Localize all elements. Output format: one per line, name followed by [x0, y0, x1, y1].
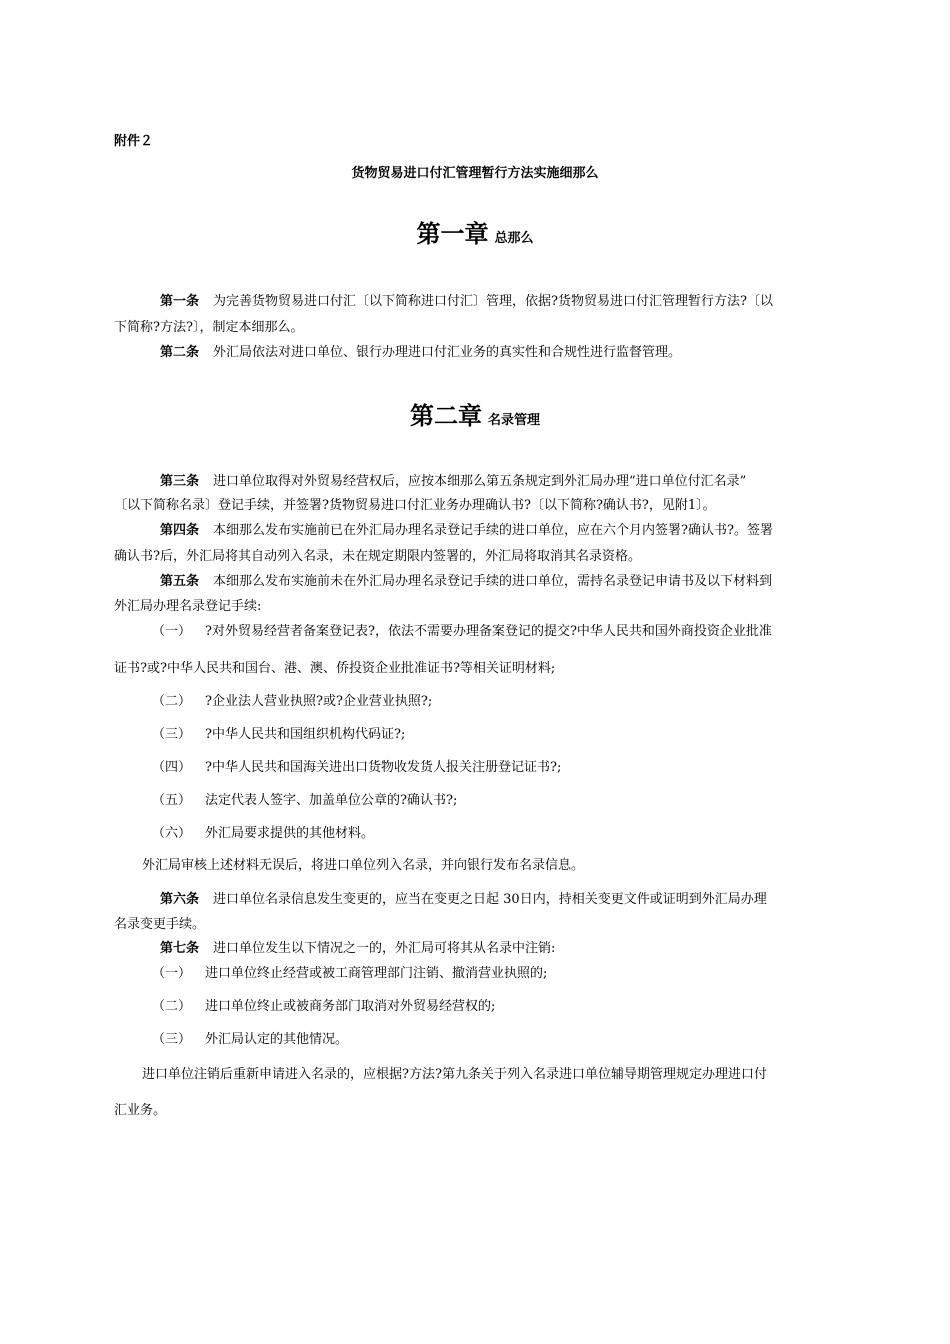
chapter-1-subtitle: 总那么 [494, 231, 534, 246]
article-3-line-1 [160, 474, 746, 490]
article-5-tail: 外汇局审核上述材料无误后，将进口单位列入名录，并向银行发布名录信息。 [142, 858, 585, 873]
article-text: 进口单位名录信息发生变更的，应当在变更之日起 30日内，持相关变更文件或证明到外汇局办理 [213, 892, 767, 907]
article-label: 第二条 [160, 345, 200, 360]
article-7-line-1 [160, 941, 555, 957]
article-label: 第一条 [160, 294, 200, 309]
article-5-line-1 [160, 574, 772, 590]
item-text: ?企业法人营业执照?或?企业营业执照?; [205, 694, 433, 709]
item-text: 外汇局要求提供的其他材料。 [205, 826, 375, 841]
article-3-line-2: 〔以下简称名录〕登记手续，并签署?货物贸易进口付汇业务办理确认书?〔以下简称?确认书?，见附1〕。 [114, 498, 716, 513]
item-text: ?对外贸易经营者备案登记表?，依法不需要办理备案登记的提交?中华人民共和国外商投资企业批准 [205, 624, 772, 639]
list-item [152, 793, 457, 809]
list-item [152, 624, 772, 640]
item-text: ?中华人民共和国组织机构代码证?; [205, 727, 406, 742]
list-item [152, 826, 374, 842]
item-text: 进口单位终止或被商务部门取消对外贸易经营权的; [205, 999, 496, 1014]
article-label: 第三条 [160, 474, 200, 489]
article-label: 第四条 [160, 523, 200, 538]
article-text: 进口单位发生以下情况之一的，外汇局可将其从名录中注销: [213, 941, 556, 956]
article-text: 本细那么发布实施前未在外汇局办理名录登记手续的进口单位，需持名录登记申请书及以下材料到 [213, 574, 773, 589]
document-title: 货物贸易进口付汇管理暂行方法实施细那么 [351, 166, 599, 181]
item-number: （五） [152, 793, 192, 808]
article-label: 第七条 [160, 941, 200, 956]
article-text: 进口单位取得对外贸易经营权后，应按本细那么第五条规定到外汇局办理“进口单位付汇名录” [213, 474, 747, 489]
attachment-label: 附件２ [114, 134, 154, 149]
item-text: 外汇局认定的其他情况。 [205, 1032, 349, 1047]
item-number: （三） [152, 727, 192, 742]
item-number: （一） [152, 966, 192, 981]
item-text: 进口单位终止经营或被工商管理部门注销、撤消营业执照的; [205, 966, 548, 981]
article-label: 第六条 [160, 892, 200, 907]
list-item [152, 727, 405, 743]
article-1-line-2: 下简称?方法?〕，制定本细那么。 [114, 320, 304, 335]
article-text: 外汇局依法对进口单位、银行办理进口付汇业务的真实性和合规性进行监督管理。 [213, 345, 682, 360]
article-5-line-2: 外汇局办理名录登记手续: [114, 599, 262, 614]
chapter-2-subtitle: 名录管理 [487, 413, 540, 428]
article-4-line-1 [160, 523, 773, 539]
article-6-line-1 [160, 892, 767, 908]
chapter-1-heading [0, 214, 950, 249]
list-item-continuation: 证书?或?中华人民共和国台、港、澳、侨投资企业批准证书?等相关证明材料; [114, 661, 556, 676]
list-item [152, 1032, 348, 1048]
article-1-line-1 [160, 294, 773, 310]
chapter-2-number: 第二章 [409, 402, 482, 430]
item-number: （二） [152, 694, 192, 709]
item-number: （六） [152, 826, 192, 841]
article-text: 本细那么发布实施前已在外汇局办理名录登记手续的进口单位，应在六个月内签署?确认书?。签署 [213, 523, 773, 538]
list-item [152, 966, 547, 982]
chapter-1-number: 第一章 [416, 220, 489, 248]
article-6-line-2: 名录变更手续。 [114, 917, 206, 932]
list-item [152, 760, 561, 776]
list-item [152, 999, 495, 1015]
item-number: （四） [152, 760, 192, 775]
list-item [152, 694, 432, 710]
article-7-tail-line-2: 汇业务。 [114, 1103, 167, 1118]
item-text: 法定代表人签字、加盖单位公章的?确认书?; [205, 793, 458, 808]
article-label: 第五条 [160, 574, 200, 589]
item-text: ?中华人民共和国海关进出口货物收发货人报关注册登记证书?; [205, 760, 562, 775]
article-4-line-2: 确认书?后，外汇局将其自动列入名录，未在规定期限内签署的，外汇局将取消其名录资格。 [114, 549, 641, 564]
item-number: （一） [152, 624, 192, 639]
item-number: （三） [152, 1032, 192, 1047]
chapter-2-heading [0, 396, 950, 431]
item-number: （二） [152, 999, 192, 1014]
article-text: 为完善货物贸易进口付汇〔以下简称进口付汇〕管理，依据?货物贸易进口付汇管理暂行方法?〔以 [213, 294, 773, 309]
article-7-tail-line-1: 进口单位注销后重新申请进入名录的，应根据?方法?第九条关于列入名录进口单位辅导期管理规定办理进口付 [142, 1067, 767, 1082]
article-2-line-1 [160, 345, 681, 361]
